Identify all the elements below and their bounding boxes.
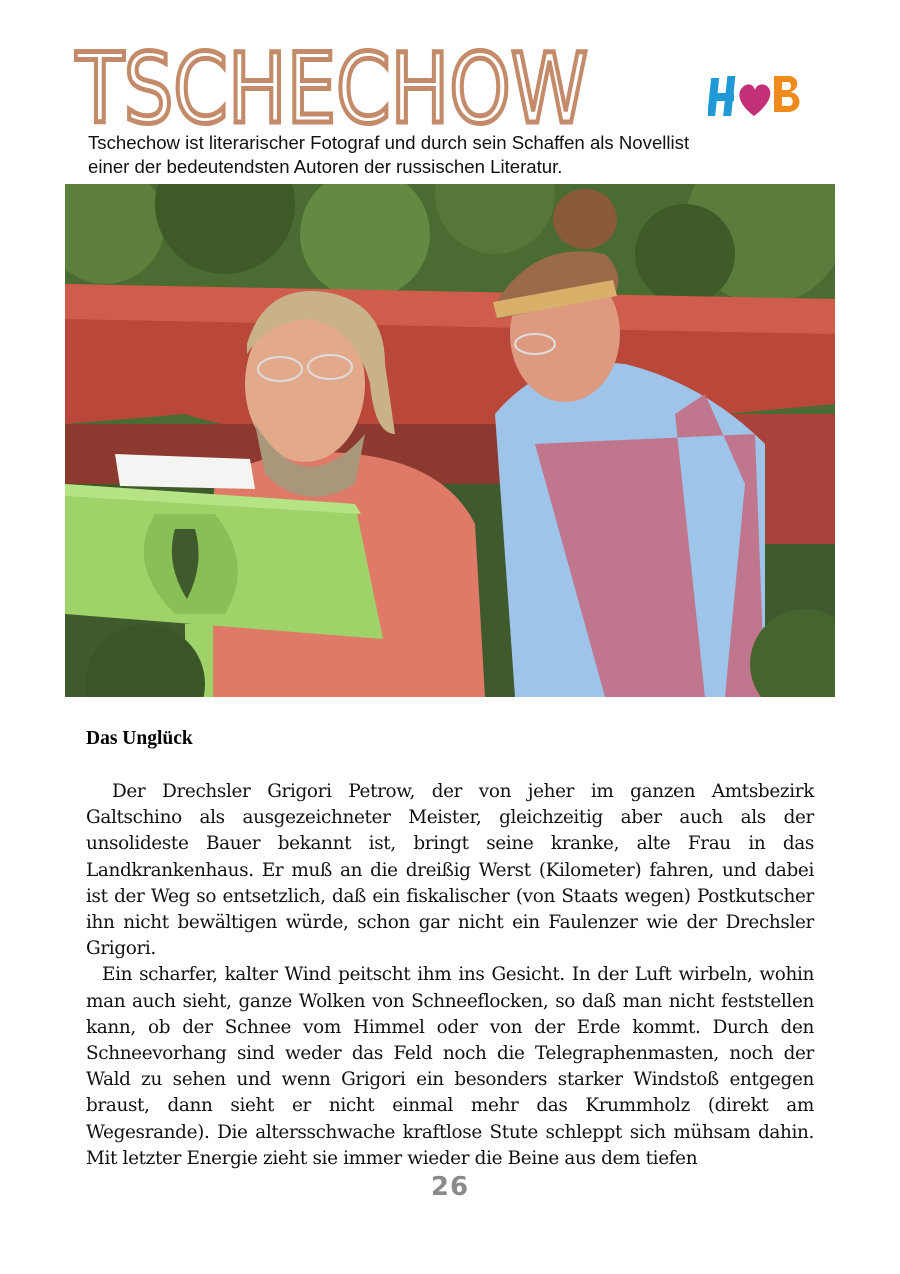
article-paragraph-2: Ein scharfer, kalter Wind peitscht ihm ins Gesicht. In der Luft wirbeln, wohin man auch sieht, ganze Wolken von Schneeflocken, so daß man nicht feststellen kann, ob der Schnee vom Himmel oder von der Erde kommt. Durch den Schneevorhang sind weder das Feld noch die Telegraphenmasten, noch der Wald zu sehen und wenn Grigori ein besonders starker Windstoß entgegen braust, dann sieht er nicht einmal mehr das Krummholz (direkt am Wegesrande). Die altersschwache kraftlose Stute schleppt sich mühsam dahin. Mit letzter Energie zieht sie immer wieder die Beine aus dem tiefen (86, 964, 814, 1169)
article-body (86, 779, 814, 1172)
logo-b-icon (774, 76, 800, 112)
intro-line-2: einer der bedeutendsten Autoren der russischen Literatur. (88, 156, 563, 177)
logo-heart-icon (739, 84, 770, 116)
page-number: 26 (430, 1172, 470, 1202)
logo-h-icon (708, 76, 735, 116)
article-title: Das Unglück (86, 728, 193, 749)
photo-illustration (65, 184, 835, 697)
masthead-title (74, 38, 594, 130)
photo (65, 184, 835, 697)
intro-text (88, 131, 808, 179)
article-paragraph-1: Der Drechsler Grigori Petrow, der von jeher im ganzen Amtsbezirk Galtschino als ausgezeichneter Meister, gleichzeitig aber auch als der unsolideste Bauer bekannt ist, bringt seine kranke, alte Frau in das Landkrankenhaus. Er muß an die dreißig Werst (Kilometer) fahren, und dabei ist der Weg so entsetzlich, daß ein fiskalischer (von Staats wegen) Postkutscher ihn nicht bewältigen würde, schon gar nicht ein Faulenzer wie der Drechsler Grigori. (86, 781, 814, 960)
hvb-logo (708, 70, 808, 126)
intro-line-1: Tschechow ist literarischer Fotograf und durch sein Schaffen als Novellist (88, 132, 690, 153)
masthead-title-text: TSCHECHOW (75, 38, 588, 130)
